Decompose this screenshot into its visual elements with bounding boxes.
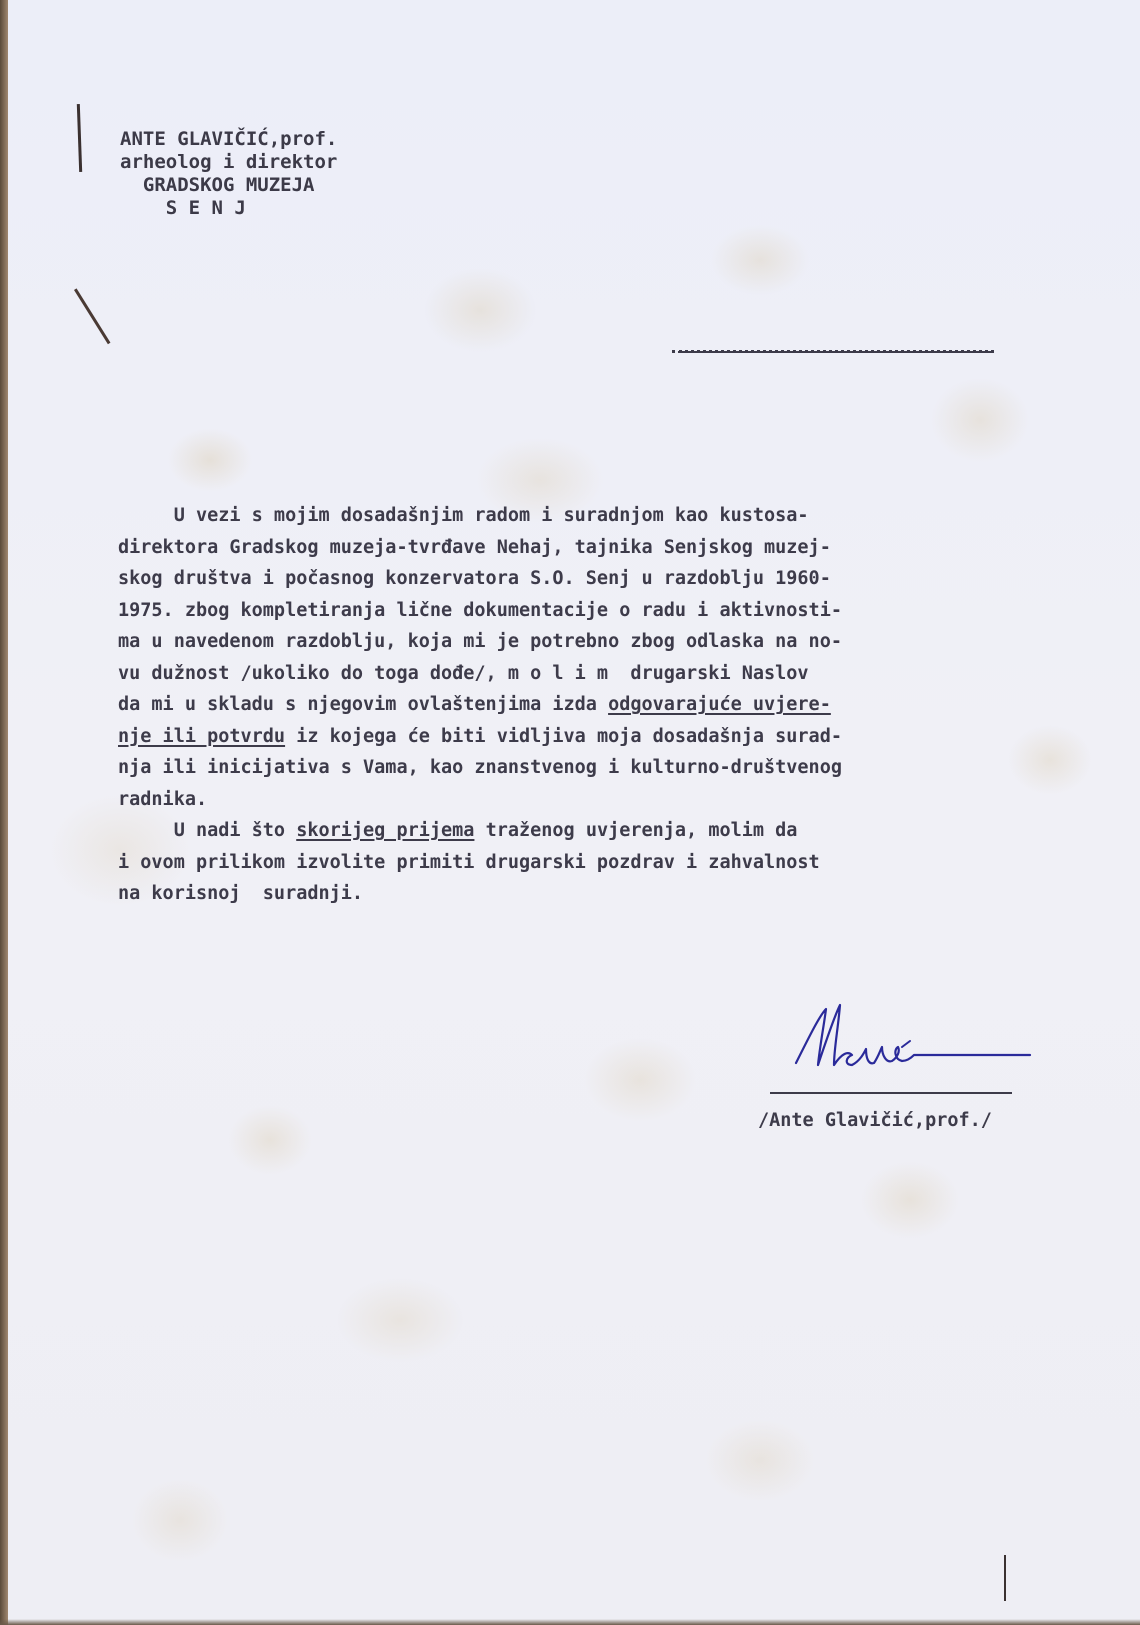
sender-header bbox=[120, 128, 337, 220]
body-line: radnika. bbox=[118, 788, 208, 810]
body-line: na korisnoj suradnji. bbox=[118, 883, 364, 904]
margin-slash-icon bbox=[74, 288, 110, 344]
page-edge-bottom bbox=[0, 1619, 1140, 1625]
body-line: vu dužnost /ukoliko do toga dođe/, m o l i m drugarski Naslov bbox=[118, 662, 809, 684]
body-text-segment: da mi u skladu s njegovim ovlaštenjima izda bbox=[118, 694, 609, 715]
signature-name: /Ante Glavičić,prof./ bbox=[758, 1110, 992, 1131]
body-line: 1975. zbog kompletiranja lične dokumentacije o radu i aktivnosti- bbox=[118, 599, 842, 621]
body-text-segment: iz kojega će biti vidljiva moja dosadašnja surad- bbox=[285, 725, 842, 747]
body-line: U vezi s mojim dosadašnjim radom i suradnjom kao kustosa- bbox=[118, 505, 809, 526]
body-line bbox=[118, 815, 1038, 847]
sender-city: S E N J bbox=[120, 197, 246, 219]
signature-stroke-accent bbox=[902, 1041, 910, 1047]
signature-stroke bbox=[796, 1005, 1030, 1065]
sender-name: ANTE GLAVIČIĆ,prof. bbox=[120, 128, 338, 150]
body-line: ma u navedenom razdoblju, koja mi je potrebno zbog odlaska na no- bbox=[118, 631, 842, 652]
body-text-segment: U nadi što bbox=[118, 820, 297, 841]
body-line bbox=[118, 721, 1038, 753]
bottom-margin-mark-icon bbox=[1004, 1555, 1006, 1601]
page-edge-left bbox=[0, 0, 8, 1625]
sender-institution: GRADSKOG MUZEJA bbox=[120, 174, 315, 196]
body-line: i ovom prilikom izvolite primiti drugarski pozdrav i zahvalnost bbox=[118, 851, 820, 873]
body-text-segment: traženog uvjerenja, molim da bbox=[474, 820, 798, 841]
underlined-text: skorijeg prijema bbox=[296, 820, 475, 841]
body-line: direktora Gradskog muzeja-tvrđave Nehaj, tajnika Senjskog muzej- bbox=[118, 536, 831, 558]
letter-body bbox=[118, 500, 1038, 910]
body-line: nja ili inicijativa s Vama, kao znanstvenog i kulturno-društvenog bbox=[118, 757, 842, 778]
handwritten-signature bbox=[790, 995, 1040, 1085]
signature-line bbox=[770, 1092, 1012, 1094]
reference-line bbox=[672, 350, 994, 353]
body-line: skog društva i počasnog konzervatora S.O. Senj u razdoblju 1960- bbox=[118, 568, 831, 589]
body-line bbox=[118, 689, 1038, 721]
margin-mark-icon bbox=[77, 104, 82, 172]
underlined-text: nje ili potvrdu bbox=[118, 725, 286, 747]
underlined-text: odgovarajuće uvjere- bbox=[608, 694, 831, 715]
sender-title: arheolog i direktor bbox=[120, 151, 338, 173]
